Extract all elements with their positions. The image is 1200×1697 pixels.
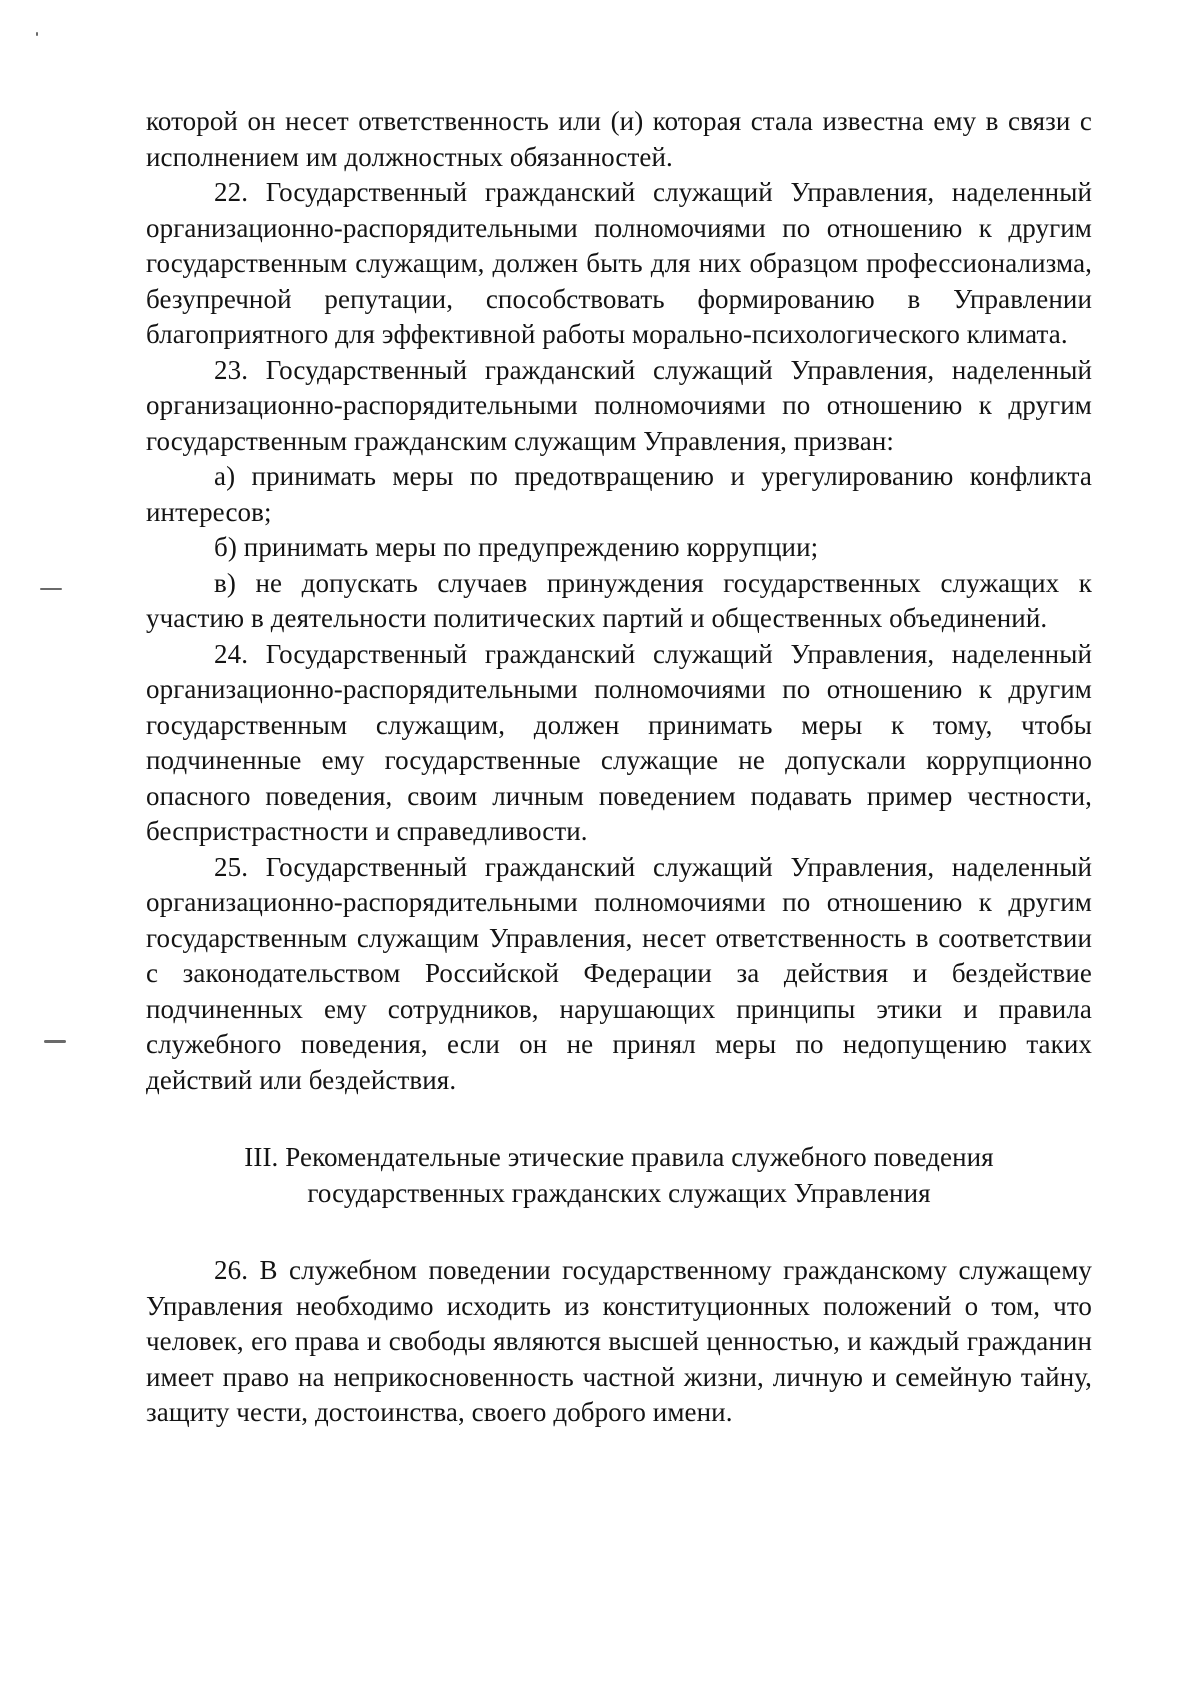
paragraph-24: 24. Государственный гражданский служащий Управления, наделенный организационно-распорядительными полномочиями по отношению к другим государственным служащим, должен принимать меры к тому, чтобы подчиненные ему государственные служащие не допускали коррупционно опасного поведения, своим личным поведением подавать пример честности, беспристрастности и справедливости. <box>146 638 1092 846</box>
paragraph-25: 25. Государственный гражданский служащий Управления, наделенный организационно-распорядительными полномочиями по отношению к другим государственным служащим Управления, несет ответственность в соответствии с законодательством Российской Федерации за действия и бездействие подчиненных ему сотрудников, нарушающих принципы этики и правила служебного поведения, если он не принял меры по недопущению таких действий или бездействия. <box>146 851 1092 1095</box>
paragraph-23: 23. Государственный гражданский служащий Управления, наделенный организационно-распорядительными полномочиями по отношению к другим государственным гражданским служащим Управления, призван: <box>146 354 1092 456</box>
paragraph-22: 22. Государственный гражданский служащий Управления, наделенный организационно-распорядительными полномочиями по отношению к другим государственным служащим, должен быть для них образцом профессионализма, безупречной репутации, способствовать формированию в Управлении благоприятного для эффективной работы морально-психологического климата. <box>146 177 1092 349</box>
section-heading-line-1: III. Рекомендательные этические правила служебного поведения <box>244 1142 994 1172</box>
paragraph-26: 26. В служебном поведении государственному гражданскому служащему Управления необходимо исходить из конституционных положений о том, что человек, его права и свободы являются высшей ценностью, и каждый гражданин имеет право на неприкосновенность частной жизни, личную и семейную тайну, защиту чести, достоинства, своего доброго имени. <box>146 1255 1092 1427</box>
section-heading-line-2: государственных гражданских служащих Управления <box>307 1177 931 1208</box>
scan-artifact-mark <box>36 32 38 36</box>
scan-artifact-mark <box>40 588 62 590</box>
section-heading <box>146 1140 1092 1211</box>
paragraph-23-item-a: а) принимать меры по предотвращению и урегулированию конфликта интересов; <box>146 461 1092 527</box>
paragraph-23-item-b: б) принимать меры по предупреждению коррупции; <box>214 532 819 562</box>
paragraph-23-item-c: в) не допускать случаев принуждения государственных служащих к участию в деятельности политических партий и общественных объединений. <box>146 567 1092 633</box>
document-body <box>146 104 1092 1431</box>
paragraph-continuation: которой он несет ответственность или (и) которая стала известна ему в связи с исполнением им должностных обязанностей. <box>146 106 1092 172</box>
scan-artifact-mark <box>44 1040 66 1043</box>
